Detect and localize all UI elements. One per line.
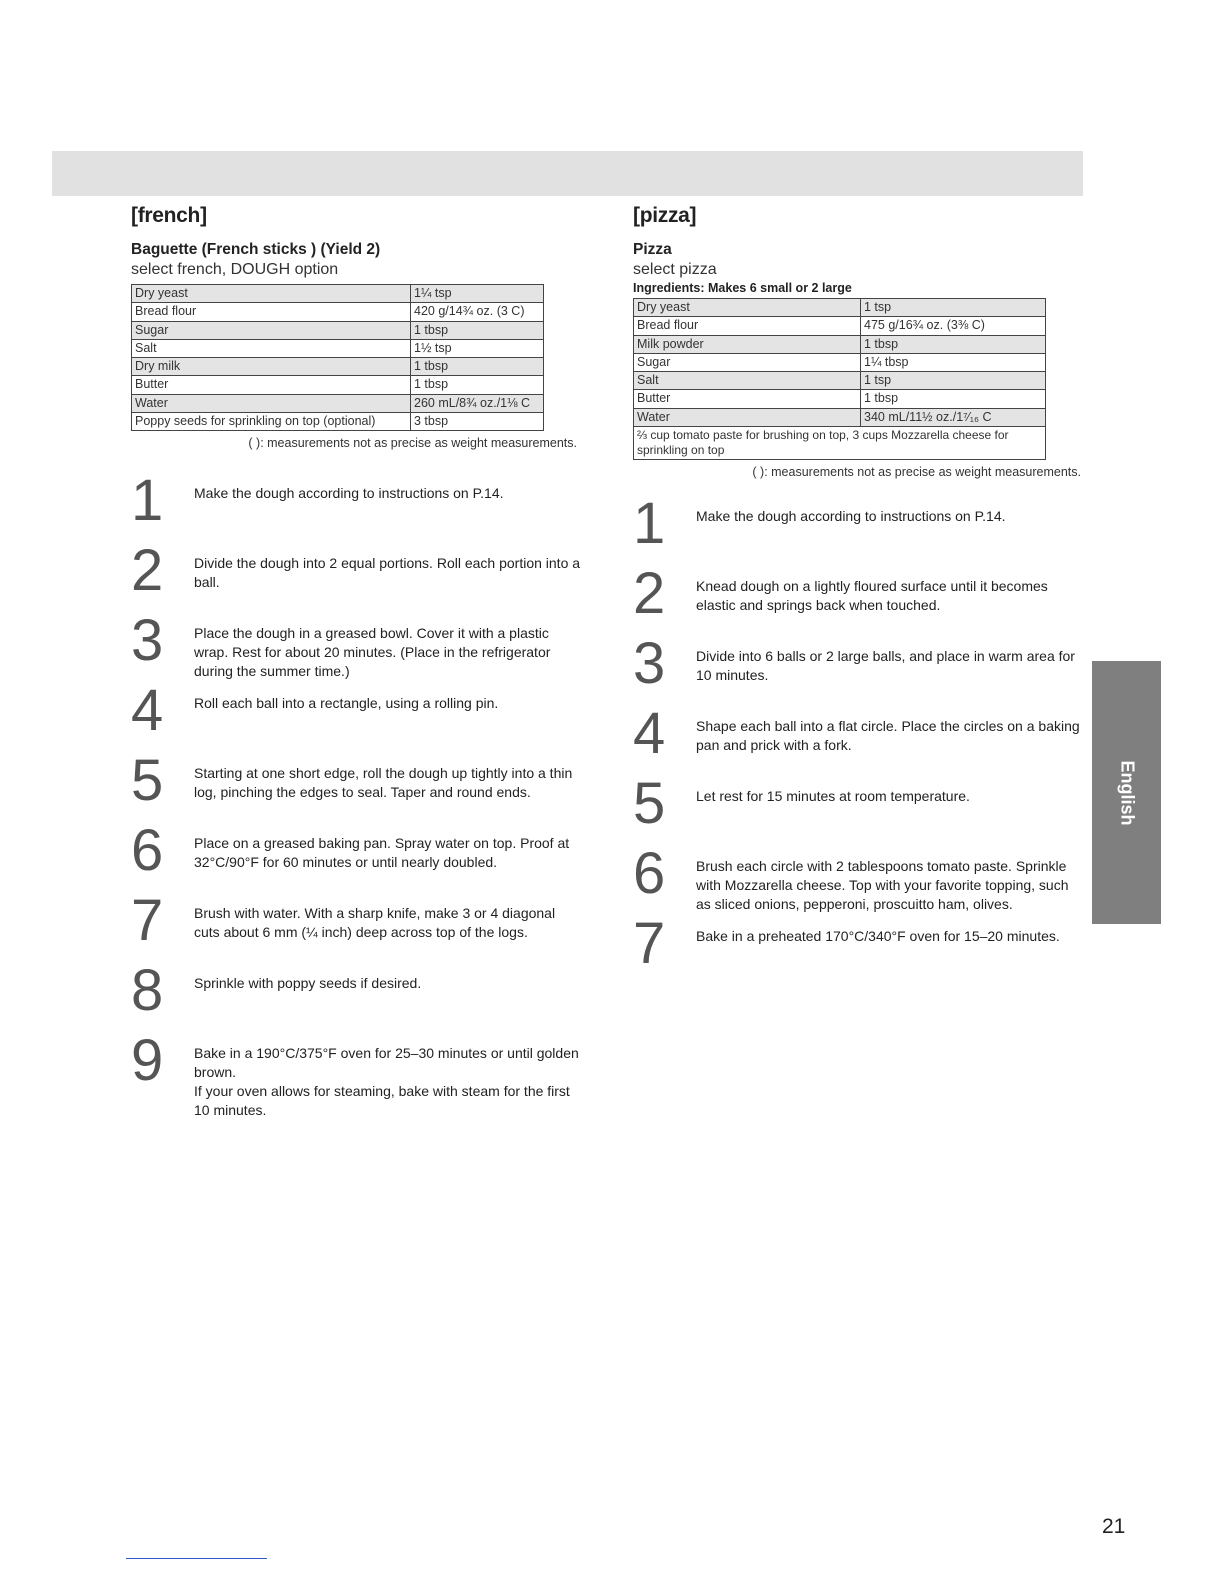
ingredient-name: Water	[634, 408, 861, 426]
ingredient-name: Milk powder	[634, 335, 861, 353]
step-number: 2	[131, 538, 164, 604]
ingredient-amount: 1¼ tsp	[411, 285, 544, 303]
ingredient-row	[132, 394, 544, 412]
language-tab-label: English	[1117, 759, 1137, 826]
ingredients-table	[633, 298, 1046, 460]
ingredient-name: Dry milk	[132, 358, 411, 376]
ingredients-heading: Ingredients: Makes 6 small or 2 large	[633, 281, 852, 295]
step-item	[633, 911, 1085, 989]
step-number: 5	[131, 748, 164, 814]
ingredient-name: Salt	[132, 339, 411, 357]
step-item	[633, 491, 1085, 569]
french-section	[131, 200, 581, 1120]
step-item	[131, 818, 581, 896]
step-number: 6	[633, 841, 666, 907]
step-item	[131, 538, 581, 616]
step-item	[131, 468, 581, 546]
step-item	[633, 701, 1085, 779]
ingredient-name: Butter	[132, 376, 411, 394]
step-number: 5	[633, 771, 666, 837]
ingredient-row	[132, 303, 544, 321]
ingredient-amount: 1 tbsp	[411, 376, 544, 394]
step-text: Make the dough according to instructions on P.14.	[194, 485, 504, 502]
ingredient-row	[634, 317, 1046, 335]
ingredient-amount: 3 tbsp	[411, 413, 544, 431]
step-item	[131, 748, 581, 826]
step-number: 7	[131, 888, 164, 954]
ingredient-amount: 475 g/16¾ oz. (3⅜ C)	[861, 317, 1046, 335]
ingredient-row	[634, 408, 1046, 426]
step-item	[633, 561, 1085, 639]
section-title: [pizza]	[633, 204, 697, 227]
ingredient-amount: 1 tsp	[861, 372, 1046, 390]
measurement-note: ( ): measurements not as precise as weight measurements.	[248, 436, 577, 451]
step-item	[633, 841, 1085, 919]
step-item	[131, 1028, 581, 1120]
step-number: 4	[633, 701, 666, 767]
measurement-note: ( ): measurements not as precise as weight measurements.	[752, 465, 1081, 480]
step-text: Starting at one short edge, roll the dough up tightly into a thin log, pinching the edges to seal. Taper and round ends.	[194, 765, 573, 801]
step-number: 9	[131, 1028, 164, 1094]
ingredient-row	[634, 335, 1046, 353]
step-item	[131, 608, 581, 686]
step-text: Let rest for 15 minutes at room temperature.	[696, 788, 970, 805]
step-item	[633, 631, 1085, 709]
steps-list	[633, 491, 1085, 989]
ingredient-row	[132, 339, 544, 357]
step-text: Sprinkle with poppy seeds if desired.	[194, 975, 422, 992]
ingredient-row	[132, 358, 544, 376]
step-text: Roll each ball into a rectangle, using a rolling pin.	[194, 695, 499, 712]
step-text: Bake in a preheated 170°C/340°F oven for 15–20 minutes.	[696, 928, 1060, 945]
ingredient-name: Dry yeast	[634, 299, 861, 317]
page-number: 21	[1102, 1515, 1126, 1538]
ingredient-amount: 1½ tsp	[411, 339, 544, 357]
step-number: 3	[633, 631, 666, 697]
ingredient-name: Water	[132, 394, 411, 412]
ingredient-row	[634, 299, 1046, 317]
step-text: Divide into 6 balls or 2 large balls, and place in warm area for 10 minutes.	[696, 648, 1075, 684]
step-text: Knead dough on a lightly floured surface until it becomes elastic and springs back when touched.	[696, 578, 1048, 614]
step-text: Make the dough according to instructions on P.14.	[696, 508, 1006, 525]
ingredient-row	[634, 390, 1046, 408]
step-number: 7	[633, 911, 666, 977]
step-number: 3	[131, 608, 164, 674]
ingredient-name: Sugar	[634, 353, 861, 371]
ingredient-name: Butter	[634, 390, 861, 408]
recipe-title: Baguette (French sticks ) (Yield 2)	[131, 241, 381, 258]
recipe-subtitle: select french, DOUGH option	[131, 261, 339, 278]
step-number: 2	[633, 561, 666, 627]
step-item	[131, 888, 581, 966]
ingredient-name: Bread flour	[132, 303, 411, 321]
ingredient-amount: 1 tbsp	[411, 321, 544, 339]
ingredient-amount: 1¼ tbsp	[861, 353, 1046, 371]
step-text: Place the dough in a greased bowl. Cover it with a plastic wrap. Rest for about 20 minutes. (Place in the refrigerator during the summer time.)	[194, 625, 551, 680]
footer-divider	[126, 1558, 267, 1559]
step-number: 4	[131, 678, 164, 744]
ingredient-amount: 1 tbsp	[861, 390, 1046, 408]
steps-list	[131, 468, 581, 1120]
header-band	[52, 151, 1083, 196]
ingredient-row	[634, 372, 1046, 390]
ingredient-amount: 1 tsp	[861, 299, 1046, 317]
language-tab	[1092, 661, 1161, 924]
ingredient-amount: 1 tbsp	[861, 335, 1046, 353]
step-text: Bake in a 190°C/375°F oven for 25–30 minutes or until golden brown. If your oven allows for steaming, bake with steam for the first 10 minutes.	[194, 1045, 579, 1119]
ingredient-amount: 340 mL/11½ oz./1⁷⁄₁₆ C	[861, 408, 1046, 426]
ingredient-name: Poppy seeds for sprinkling on top (optional)	[132, 413, 411, 431]
step-number: 6	[131, 818, 164, 884]
ingredient-name: Salt	[634, 372, 861, 390]
step-item	[131, 958, 581, 1036]
ingredient-name: Dry yeast	[132, 285, 411, 303]
ingredient-row	[132, 285, 544, 303]
step-text: Shape each ball into a flat circle. Place the circles on a baking pan and prick with a fork.	[696, 718, 1080, 754]
ingredient-row	[132, 321, 544, 339]
ingredient-name: Bread flour	[634, 317, 861, 335]
step-text: Brush with water. With a sharp knife, make 3 or 4 diagonal cuts about 6 mm (¼ inch) deep across top of the logs.	[194, 905, 556, 941]
ingredient-row	[132, 413, 544, 431]
recipe-subtitle: select pizza	[633, 261, 717, 278]
ingredient-name: Sugar	[132, 321, 411, 339]
step-item	[131, 678, 581, 756]
step-text: Place on a greased baking pan. Spray water on top. Proof at 32°C/90°F for 60 minutes or until nearly doubled.	[194, 835, 570, 871]
step-number: 1	[131, 468, 164, 534]
ingredient-row	[132, 376, 544, 394]
step-item	[633, 771, 1085, 849]
recipe-title: Pizza	[633, 241, 672, 258]
pizza-section	[633, 200, 1085, 989]
topping-note: ⅔ cup tomato paste for brushing on top, 3 cups Mozzarella cheese for sprinkling on top	[634, 427, 1046, 460]
section-title: [french]	[131, 204, 207, 227]
topping-note-row	[634, 427, 1046, 460]
ingredients-table	[131, 284, 544, 431]
step-number: 8	[131, 958, 164, 1024]
step-number: 1	[633, 491, 666, 557]
step-text: Divide the dough into 2 equal portions. Roll each portion into a ball.	[194, 555, 581, 591]
ingredient-row	[634, 353, 1046, 371]
step-text: Brush each circle with 2 tablespoons tomato paste. Sprinkle with Mozzarella cheese. Top with your favorite topping, such as sliced onions, pepperoni, proscuitto ham, olives.	[696, 858, 1069, 913]
ingredient-amount: 260 mL/8¾ oz./1⅛ C	[411, 394, 544, 412]
ingredient-amount: 420 g/14¾ oz. (3 C)	[411, 303, 544, 321]
ingredient-amount: 1 tbsp	[411, 358, 544, 376]
